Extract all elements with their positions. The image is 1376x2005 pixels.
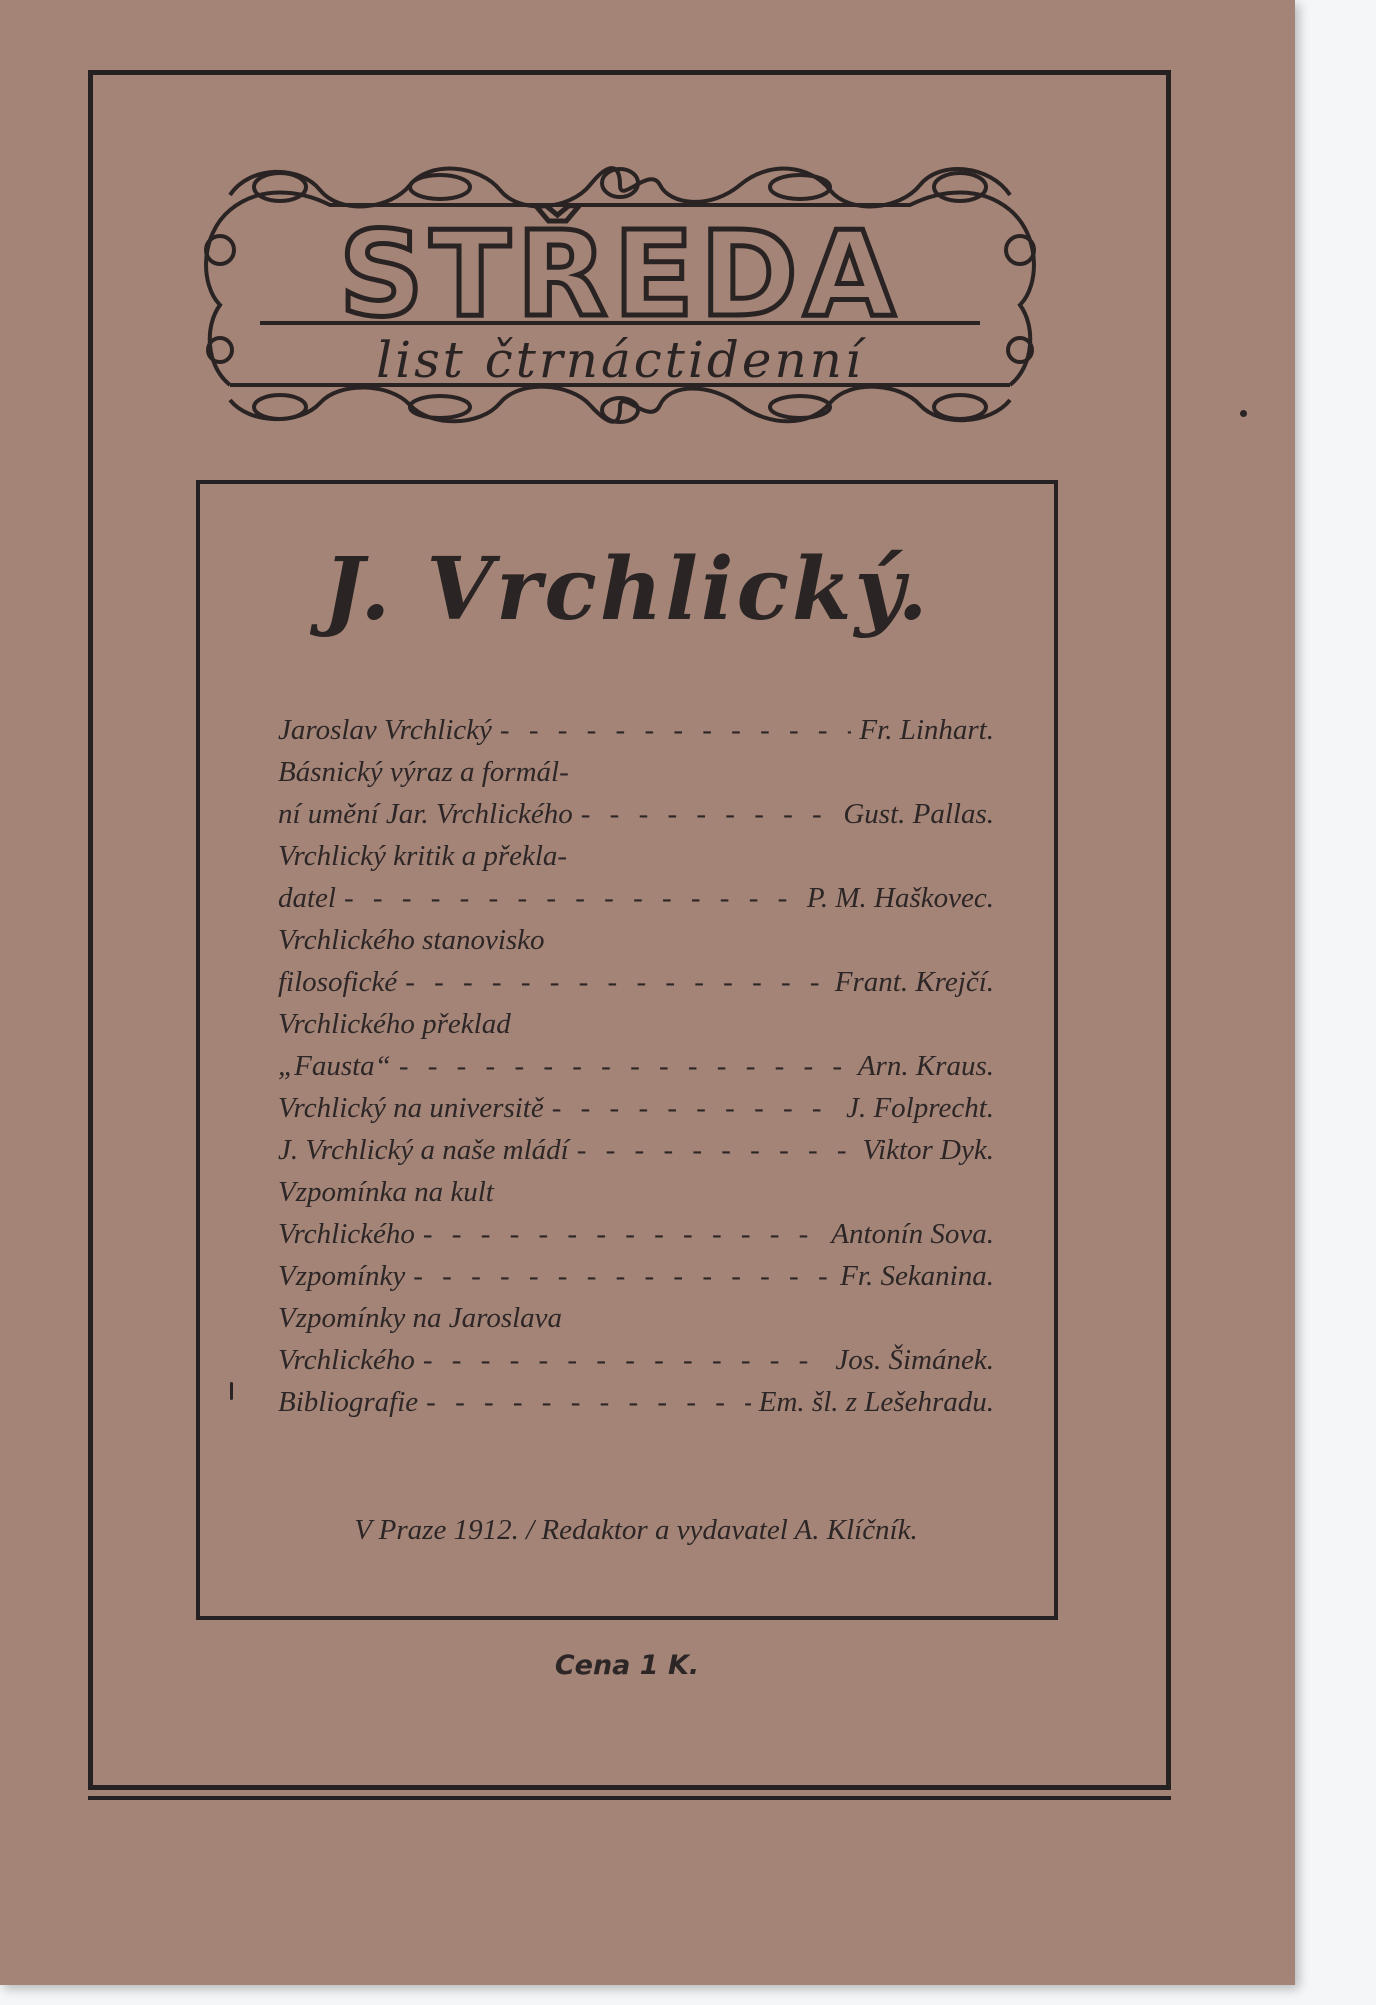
toc-entry-title: J. Vrchlický a naše mládí	[278, 1134, 569, 1166]
imprint-line: V Praze 1912. / Redaktor a vydavatel A. Klíčník.	[354, 1514, 918, 1546]
price-label: Cena 1 K.	[554, 1650, 700, 1681]
masthead-title: STŘEDA	[338, 205, 902, 343]
toc-leader-dashes	[577, 1129, 855, 1171]
toc-entry-author: P. M. Haškovec.	[806, 882, 994, 914]
toc-title-line: Vzpomínky na Jaroslava	[278, 1302, 563, 1334]
outer-border-bottom-rule	[88, 1796, 1171, 1800]
toc-title-line: Vrchlického stanovisko	[278, 924, 545, 956]
toc-leader-dashes	[581, 793, 836, 835]
toc-leader-dashes	[500, 709, 852, 751]
toc-entry	[278, 877, 994, 919]
toc-title-line: Vrchlický kritik a překla-	[278, 840, 568, 872]
masthead-ornament	[190, 155, 1050, 435]
toc-leader-dashes	[413, 1255, 832, 1297]
toc-entry	[278, 793, 994, 835]
toc-entry-author: Fr. Sekanina.	[840, 1260, 994, 1292]
toc-entry	[278, 1213, 994, 1255]
toc-entry-title: ní umění Jar. Vrchlického	[278, 798, 573, 830]
toc-entry-author: Gust. Pallas.	[843, 798, 994, 830]
toc-entry	[278, 1339, 994, 1381]
toc-entry	[278, 961, 994, 1003]
toc-entry	[278, 709, 994, 751]
toc-leader-dashes	[344, 877, 799, 919]
toc-title-line: Vzpomínka na kult	[278, 1176, 494, 1208]
toc-leader-dashes	[399, 1045, 850, 1087]
toc-entry	[278, 1045, 994, 1087]
toc-entry-title: Bibliografie	[278, 1386, 419, 1418]
toc-entry-author: Antonín Sova.	[831, 1218, 994, 1250]
toc-entry-author: Fr. Linhart.	[859, 714, 994, 746]
toc-entry-author: Em. šl. z Lešehradu.	[758, 1386, 994, 1418]
issue-headline: J. Vrchlický.	[323, 539, 931, 640]
paper-speck	[1240, 410, 1247, 417]
toc-leader-dashes	[405, 961, 827, 1003]
toc-leader-dashes	[423, 1213, 823, 1255]
toc-leader-dashes	[552, 1087, 838, 1129]
toc-entry-author: Frant. Krejčí.	[834, 966, 994, 998]
masthead-subtitle: list čtrnáctidenní	[376, 331, 864, 389]
toc-entry-author: Jos. Šimánek.	[835, 1344, 994, 1376]
toc-entry-title: Vrchlického	[278, 1218, 415, 1250]
toc-entry	[278, 1255, 994, 1297]
toc-entry-title: filosofické	[278, 966, 398, 998]
paper-mark	[230, 1382, 233, 1400]
toc-entry	[278, 1087, 994, 1129]
toc-entry-title: Vzpomínky	[278, 1260, 406, 1292]
toc-entry	[278, 1129, 994, 1171]
contents-frame	[196, 480, 1058, 1620]
toc-entry-title: Vrchlický na universitě	[278, 1092, 544, 1124]
scanner-background-bottom	[0, 1985, 1376, 2005]
toc-entry-title: „Fausta“	[278, 1050, 391, 1082]
toc-entry-author: Arn. Kraus.	[857, 1050, 994, 1082]
toc-entry-title: Jaroslav Vrchlický	[278, 714, 492, 746]
toc-title-line: Vrchlického překlad	[278, 1008, 511, 1040]
table-of-contents	[278, 709, 994, 1423]
toc-entry	[278, 1381, 994, 1423]
toc-entry-author: J. Folprecht.	[846, 1092, 994, 1124]
toc-leader-dashes	[426, 1381, 751, 1423]
toc-entry-title: datel	[278, 882, 336, 914]
toc-title-line: Básnický výraz a formál-	[278, 756, 569, 788]
toc-entry-title: Vrchlického	[278, 1344, 415, 1376]
toc-entry-author: Viktor Dyk.	[862, 1134, 994, 1166]
scanner-background	[1286, 0, 1376, 2005]
toc-leader-dashes	[423, 1339, 827, 1381]
